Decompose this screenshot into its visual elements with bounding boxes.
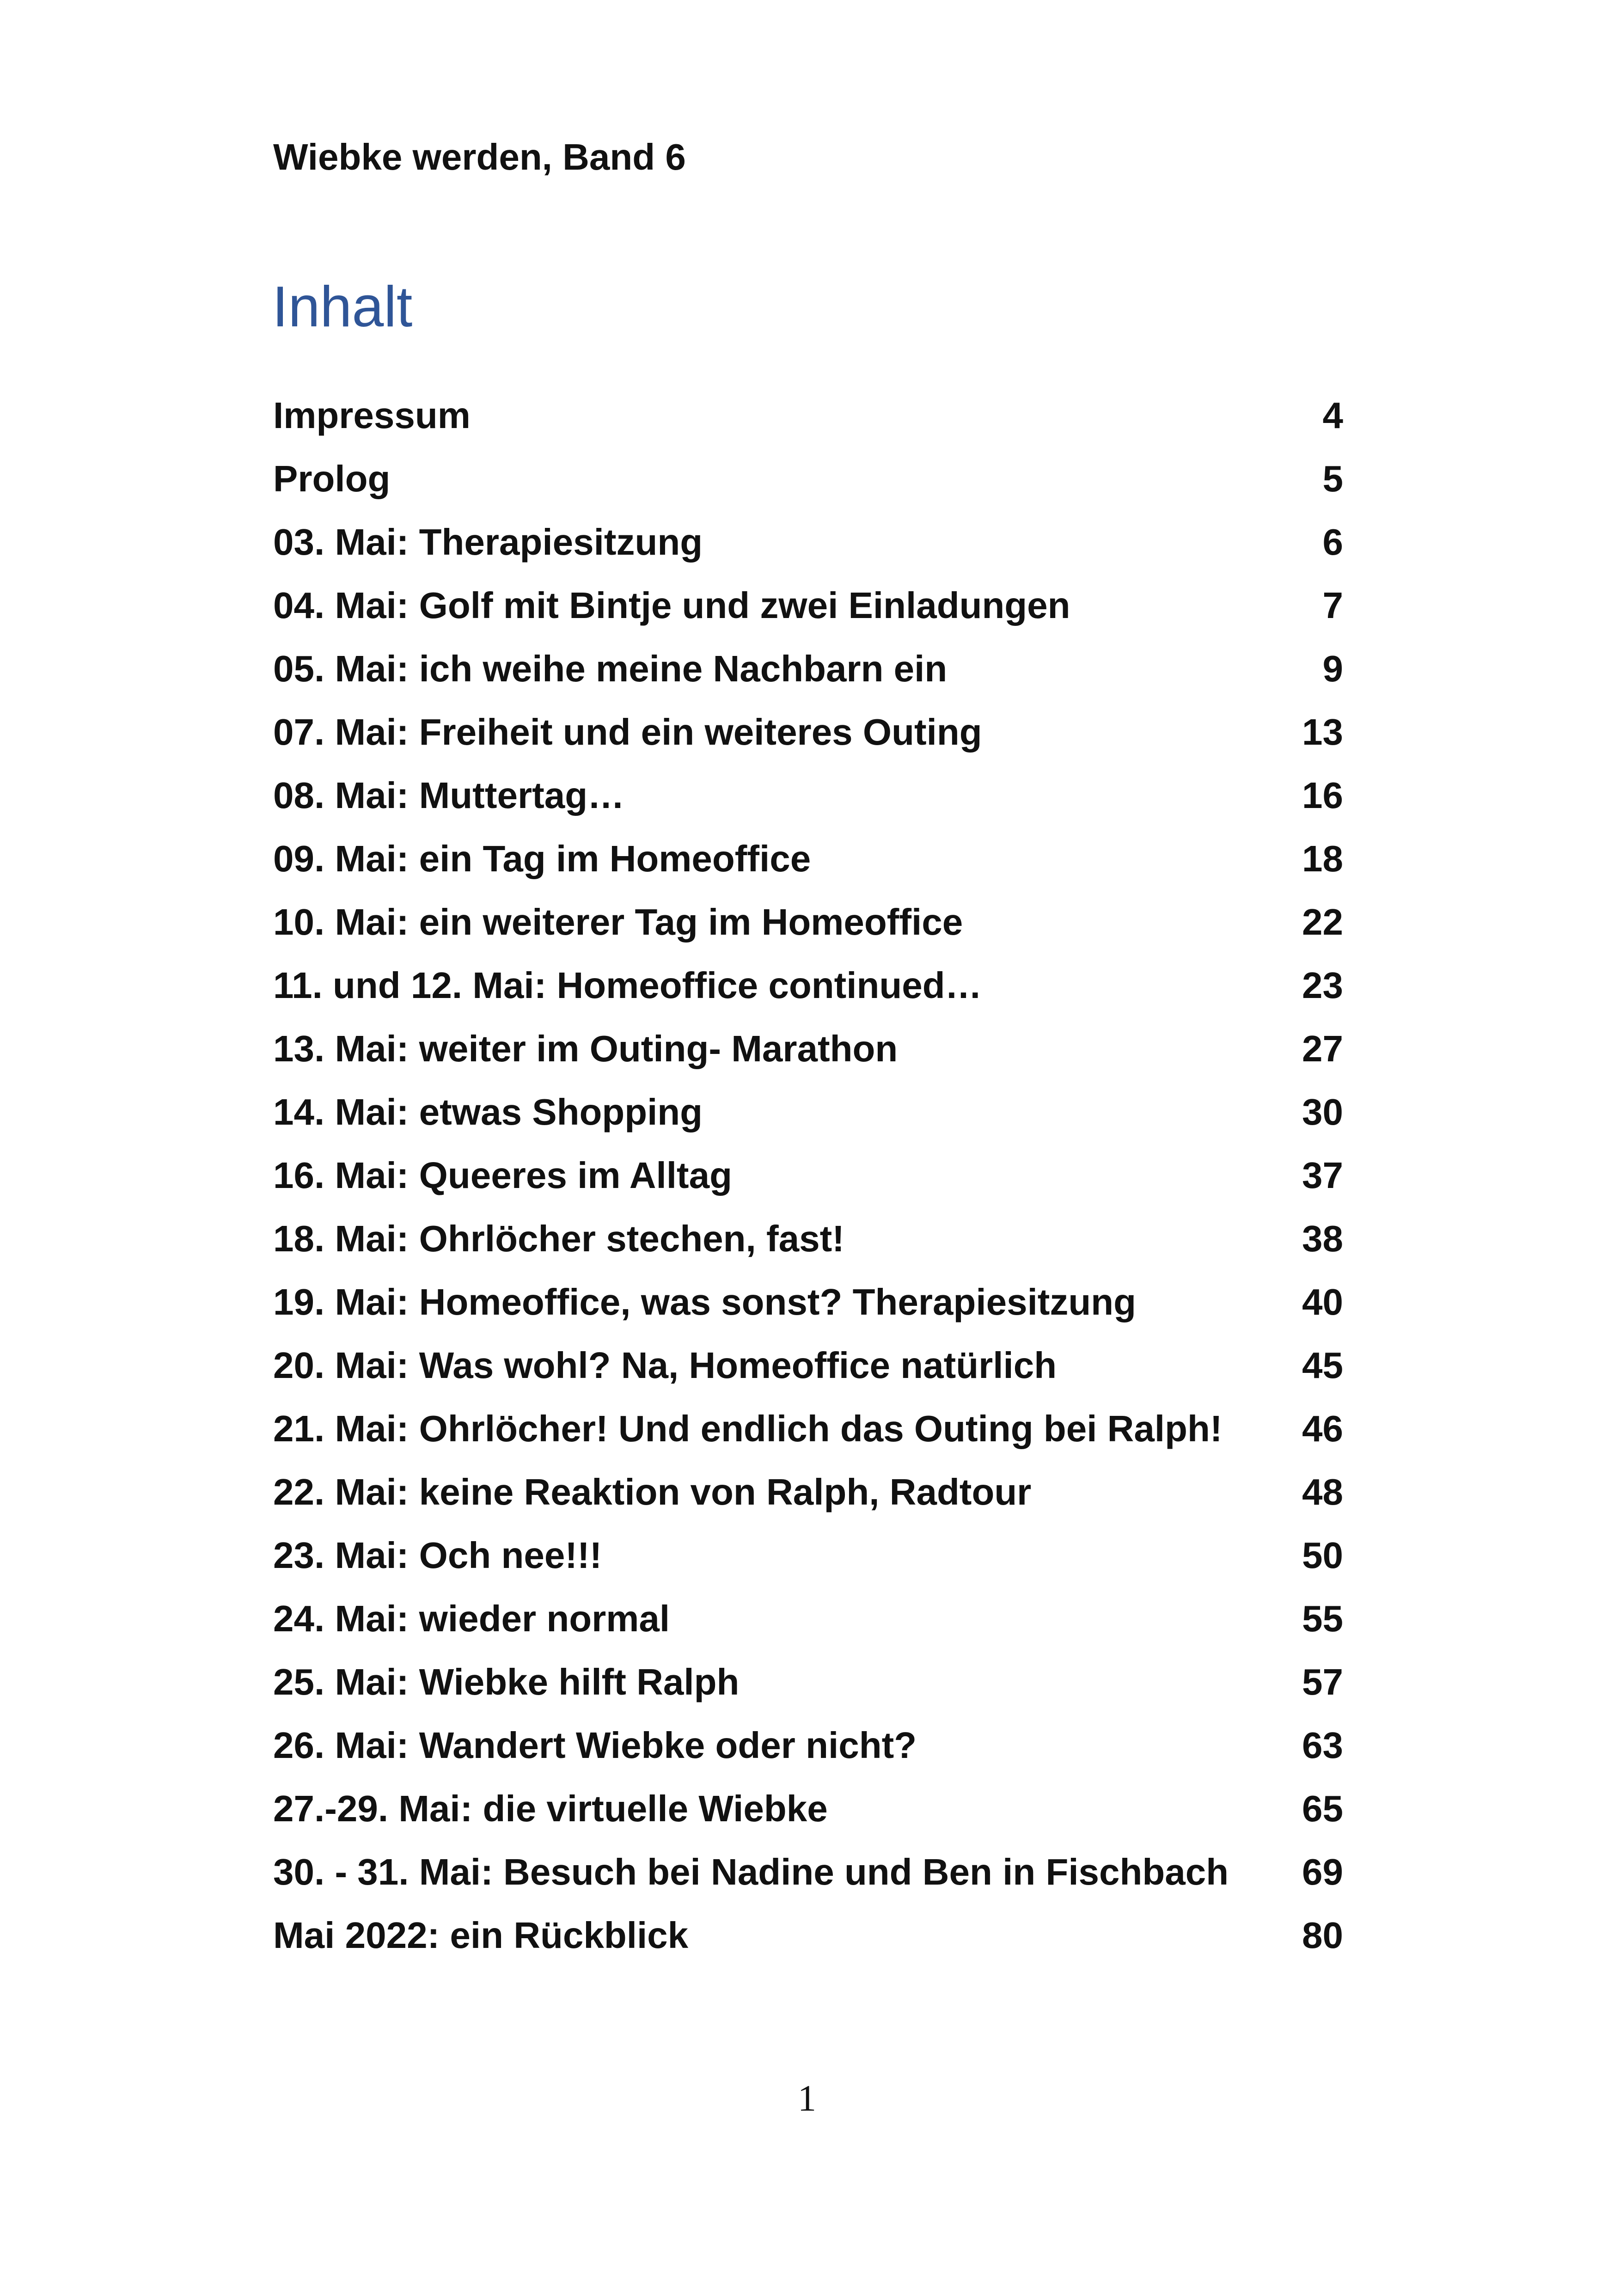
toc-entry[interactable] [273, 1207, 1343, 1270]
toc-entry-title: 23. Mai: Och nee!!! [273, 1534, 602, 1576]
toc-entry-title: 27.-29. Mai: die virtuelle Wiebke [273, 1788, 828, 1829]
toc-entry-page: 63 [1302, 1724, 1343, 1766]
toc-entry[interactable] [273, 1080, 1343, 1144]
toc-entry-title: 13. Mai: weiter im Outing- Marathon [273, 1028, 898, 1069]
toc-entry[interactable] [273, 1840, 1343, 1904]
toc-entry[interactable] [273, 1524, 1343, 1587]
toc-entry-title: 11. und 12. Mai: Homeoffice continued… [273, 964, 982, 1006]
toc-entry-page: 23 [1302, 964, 1343, 1006]
toc-entry[interactable] [273, 1397, 1343, 1460]
toc-entry[interactable] [273, 1460, 1343, 1524]
toc-entry-page: 50 [1302, 1534, 1343, 1576]
toc-entry[interactable] [273, 764, 1343, 827]
toc-entry[interactable] [273, 890, 1343, 954]
toc-entry[interactable] [273, 827, 1343, 890]
toc-entry[interactable] [273, 1334, 1343, 1397]
toc-entry-title: 07. Mai: Freiheit und ein weiteres Outing [273, 711, 982, 753]
toc-entry[interactable] [273, 1587, 1343, 1650]
toc-entry-title: 04. Mai: Golf mit Bintje und zwei Einladungen [273, 584, 1070, 626]
toc-entry-page: 38 [1302, 1218, 1343, 1259]
toc-entry[interactable] [273, 1714, 1343, 1777]
toc-entry[interactable] [273, 1017, 1343, 1080]
toc-entry-page: 27 [1302, 1028, 1343, 1069]
toc-entry-title: 10. Mai: ein weiterer Tag im Homeoffice [273, 901, 963, 943]
toc-entry-title: 26. Mai: Wandert Wiebke oder nicht? [273, 1724, 917, 1766]
toc-entry[interactable] [273, 1270, 1343, 1334]
toc-entry-title: 25. Mai: Wiebke hilft Ralph [273, 1661, 740, 1702]
toc-entry[interactable] [273, 954, 1343, 1017]
toc-entry-title: 24. Mai: wieder normal [273, 1598, 670, 1639]
toc-entry-title: 21. Mai: Ohrlöcher! Und endlich das Outing bei Ralph! [273, 1408, 1223, 1449]
toc-entry-page: 9 [1322, 648, 1343, 689]
toc-entry-page: 18 [1302, 838, 1343, 879]
toc-entry[interactable] [273, 700, 1343, 764]
toc-entry-title: 08. Mai: Muttertag… [273, 774, 625, 816]
toc-entry[interactable] [273, 574, 1343, 637]
toc-entry-page: 16 [1302, 774, 1343, 816]
toc-entry[interactable] [273, 1904, 1343, 1967]
toc-entry[interactable] [273, 1777, 1343, 1840]
toc-entry[interactable] [273, 510, 1343, 574]
toc-heading: Inhalt [272, 275, 413, 339]
toc-entry-title: 09. Mai: ein Tag im Homeoffice [273, 838, 811, 879]
toc-entry[interactable] [273, 637, 1343, 700]
toc-entry-title: 19. Mai: Homeoffice, was sonst? Therapiesitzung [273, 1281, 1137, 1322]
toc-entry-title: 30. - 31. Mai: Besuch bei Nadine und Ben in Fischbach [273, 1851, 1229, 1892]
toc-entry-page: 4 [1322, 394, 1343, 436]
toc-entry[interactable] [273, 384, 1343, 447]
toc-entry-title: Mai 2022: ein Rückblick [273, 1914, 689, 1956]
toc-entry-page: 55 [1302, 1598, 1343, 1639]
toc-entry-page: 6 [1322, 521, 1343, 563]
table-of-contents [273, 384, 1343, 1967]
toc-entry-page: 69 [1302, 1851, 1343, 1892]
toc-entry-title: 03. Mai: Therapiesitzung [273, 521, 703, 563]
toc-entry-title: Prolog [273, 458, 391, 499]
book-title: Wiebke werden, Band 6 [273, 136, 686, 178]
toc-entry-page: 80 [1302, 1914, 1343, 1956]
toc-entry[interactable] [273, 1144, 1343, 1207]
toc-entry-page: 30 [1302, 1091, 1343, 1133]
toc-entry-title: 22. Mai: keine Reaktion von Ralph, Radtour [273, 1471, 1032, 1512]
page-number: 1 [798, 2078, 816, 2119]
toc-entry-page: 45 [1302, 1344, 1343, 1386]
toc-entry-page: 46 [1302, 1408, 1343, 1449]
toc-entry-title: 20. Mai: Was wohl? Na, Homeoffice natürlich [273, 1344, 1057, 1386]
toc-entry-title: 16. Mai: Queeres im Alltag [273, 1154, 732, 1196]
toc-entry-page: 5 [1322, 458, 1343, 499]
toc-entry-page: 65 [1302, 1788, 1343, 1829]
toc-entry-page: 48 [1302, 1471, 1343, 1512]
toc-entry-page: 40 [1302, 1281, 1343, 1322]
toc-entry[interactable] [273, 1650, 1343, 1714]
toc-entry-title: Impressum [273, 394, 471, 436]
toc-entry-title: 14. Mai: etwas Shopping [273, 1091, 703, 1133]
toc-entry-page: 57 [1302, 1661, 1343, 1702]
toc-entry-page: 13 [1302, 711, 1343, 753]
toc-entry-page: 7 [1322, 584, 1343, 626]
toc-entry[interactable] [273, 447, 1343, 510]
toc-entry-page: 37 [1302, 1154, 1343, 1196]
toc-entry-page: 22 [1302, 901, 1343, 943]
toc-entry-title: 18. Mai: Ohrlöcher stechen, fast! [273, 1218, 844, 1259]
toc-entry-title: 05. Mai: ich weihe meine Nachbarn ein [273, 648, 948, 689]
